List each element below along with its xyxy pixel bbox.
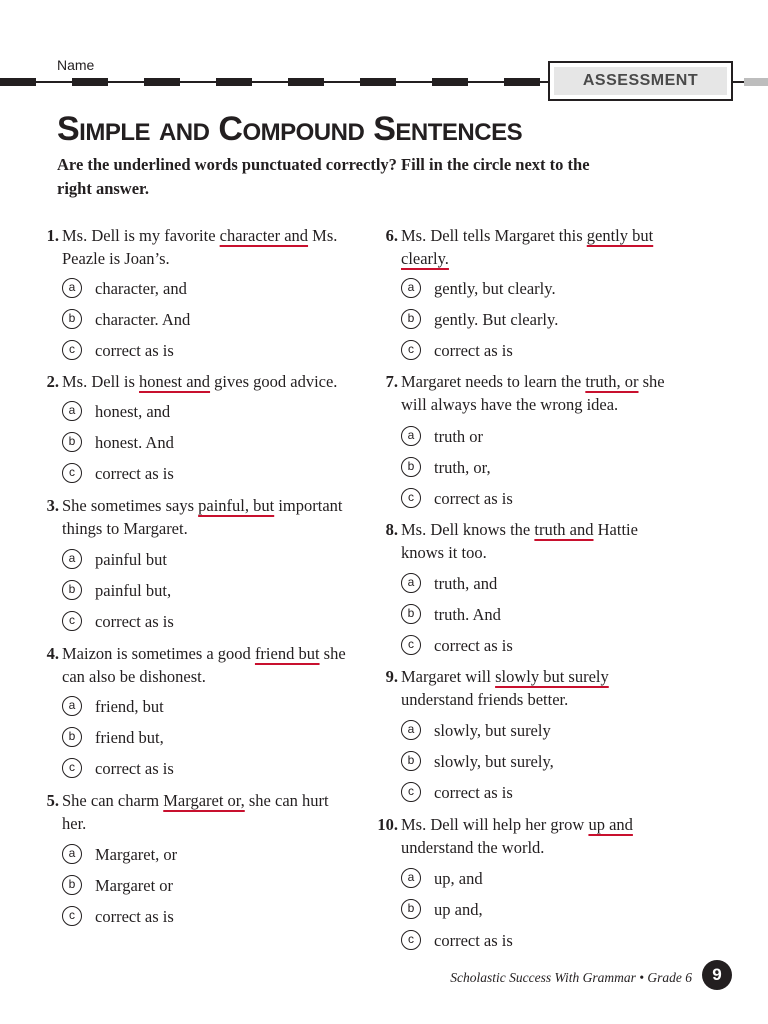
answer-bubble-a[interactable]: a <box>401 868 421 888</box>
choice-label: correct as is <box>434 341 513 360</box>
question-text: Ms. Dell is honest and gives good advice. <box>62 372 338 391</box>
page-number: 9 <box>702 960 732 990</box>
underlined-phrase: truth, or <box>585 372 639 391</box>
answer-bubble-a[interactable]: a <box>401 278 421 298</box>
choice-label: friend but, <box>95 728 164 747</box>
choice-label: correct as is <box>95 907 174 926</box>
answer-bubble-c[interactable]: c <box>401 488 421 508</box>
answer-bubble-b[interactable]: b <box>401 309 421 329</box>
question-text: Maizon is sometimes a good friend but she can also be dishonest. <box>62 644 346 686</box>
choice-label: honest. And <box>95 433 174 452</box>
question-text: Ms. Dell tells Margaret this gently but clearly. <box>401 226 654 268</box>
answer-bubble-b[interactable]: b <box>401 899 421 919</box>
underlined-phrase: gently but clearly. <box>401 226 654 268</box>
choice-label: up and, <box>434 900 483 919</box>
answer-bubble-b[interactable]: b <box>62 580 82 600</box>
question-text: Margaret needs to learn the truth, or she will always have the wrong idea. <box>401 372 665 414</box>
answer-bubble-c[interactable]: c <box>62 340 82 360</box>
answer-bubble-a[interactable]: a <box>401 573 421 593</box>
answer-bubble-c[interactable]: c <box>62 463 82 483</box>
choice-label: truth or <box>434 427 484 446</box>
choice-label: correct as is <box>434 931 513 950</box>
name-label: Name <box>57 57 95 73</box>
footer-credit: Scholastic Success With Grammar • Grade 6 <box>450 970 692 985</box>
choice-label: slowly, but surely <box>434 721 551 740</box>
underlined-phrase: painful, but <box>198 496 275 515</box>
question-number: 3. <box>46 496 59 515</box>
choice-label: truth, and <box>434 574 498 593</box>
answer-bubble-c[interactable]: c <box>62 906 82 926</box>
choice-label: character, and <box>95 279 187 298</box>
answer-bubble-c[interactable]: c <box>401 635 421 655</box>
question-text: Ms. Dell will help her grow up and understand the world. <box>401 815 633 857</box>
answer-bubble-a[interactable]: a <box>62 549 82 569</box>
answer-bubble-c[interactable]: c <box>62 758 82 778</box>
underlined-phrase: slowly but surely <box>495 667 609 686</box>
assessment-badge-label: ASSESSMENT <box>554 67 727 95</box>
choice-label: Margaret, or <box>95 845 178 864</box>
choice-label: friend, but <box>95 697 164 716</box>
choice-label: honest, and <box>95 402 171 421</box>
choice-label: character. And <box>95 310 191 329</box>
question-number: 1. <box>46 226 59 245</box>
choice-label: Margaret or <box>95 876 174 895</box>
choice-label: correct as is <box>434 489 513 508</box>
underlined-phrase: honest and <box>139 372 211 391</box>
question-text: Margaret will slowly but surely understand friends better. <box>401 667 609 709</box>
question-number: 7. <box>385 372 398 391</box>
answer-bubble-a[interactable]: a <box>401 426 421 446</box>
answer-bubble-b[interactable]: b <box>401 457 421 477</box>
choice-label: correct as is <box>95 612 174 631</box>
choice-label: correct as is <box>95 341 174 360</box>
question-text: Ms. Dell is my favorite character and Ms. Peazle is Joan’s. <box>62 226 338 268</box>
choice-label: correct as is <box>434 783 513 802</box>
choice-label: truth, or, <box>434 458 491 477</box>
answer-bubble-c[interactable]: c <box>401 340 421 360</box>
underlined-phrase: character and <box>219 226 309 245</box>
question-number: 9. <box>385 667 398 686</box>
answer-bubble-a[interactable]: a <box>62 696 82 716</box>
question-number: 6. <box>385 226 398 245</box>
underlined-phrase: truth and <box>534 520 594 539</box>
choice-label: gently, but clearly. <box>434 279 556 298</box>
question-text: Ms. Dell knows the truth and Hattie knows it too. <box>401 520 638 562</box>
underlined-phrase: Margaret or, <box>163 791 245 810</box>
choice-label: correct as is <box>95 759 174 778</box>
choice-label: correct as is <box>434 636 513 655</box>
choice-label: painful but, <box>95 581 172 600</box>
choice-label: up, and <box>434 869 483 888</box>
answer-bubble-a[interactable]: a <box>62 844 82 864</box>
instructions: Are the underlined words punctuated correctly? Fill in the circle next to the right answer. <box>57 155 590 198</box>
page-title: Simple and Compound Sentences <box>57 110 523 148</box>
answer-bubble-b[interactable]: b <box>401 751 421 771</box>
answer-bubble-b[interactable]: b <box>62 875 82 895</box>
answer-bubble-c[interactable]: c <box>62 611 82 631</box>
choice-label: slowly, but surely, <box>434 752 554 771</box>
question-text: She can charm Margaret or, she can hurt her. <box>62 791 329 833</box>
choice-label: gently. But clearly. <box>434 310 559 329</box>
answer-bubble-b[interactable]: b <box>62 309 82 329</box>
answer-bubble-c[interactable]: c <box>401 930 421 950</box>
question-number: 5. <box>46 791 59 810</box>
answer-bubble-b[interactable]: b <box>62 727 82 747</box>
answer-bubble-b[interactable]: b <box>401 604 421 624</box>
question-number: 4. <box>46 644 59 663</box>
answer-bubble-a[interactable]: a <box>62 401 82 421</box>
underlined-phrase: friend but <box>254 644 320 663</box>
question-text: She sometimes says painful, but important things to Margaret. <box>62 496 343 538</box>
answer-bubble-a[interactable]: a <box>401 720 421 740</box>
choice-label: correct as is <box>95 464 174 483</box>
underlined-phrase: up and <box>588 815 633 834</box>
choice-label: painful but <box>95 550 167 569</box>
answer-bubble-c[interactable]: c <box>401 782 421 802</box>
answer-bubble-b[interactable]: b <box>62 432 82 452</box>
question-number: 8. <box>385 520 398 539</box>
assessment-badge <box>548 61 733 101</box>
choice-label: truth. And <box>434 605 501 624</box>
answer-bubble-a[interactable]: a <box>62 278 82 298</box>
question-number: 2. <box>46 372 59 391</box>
question-number: 10. <box>377 815 398 834</box>
